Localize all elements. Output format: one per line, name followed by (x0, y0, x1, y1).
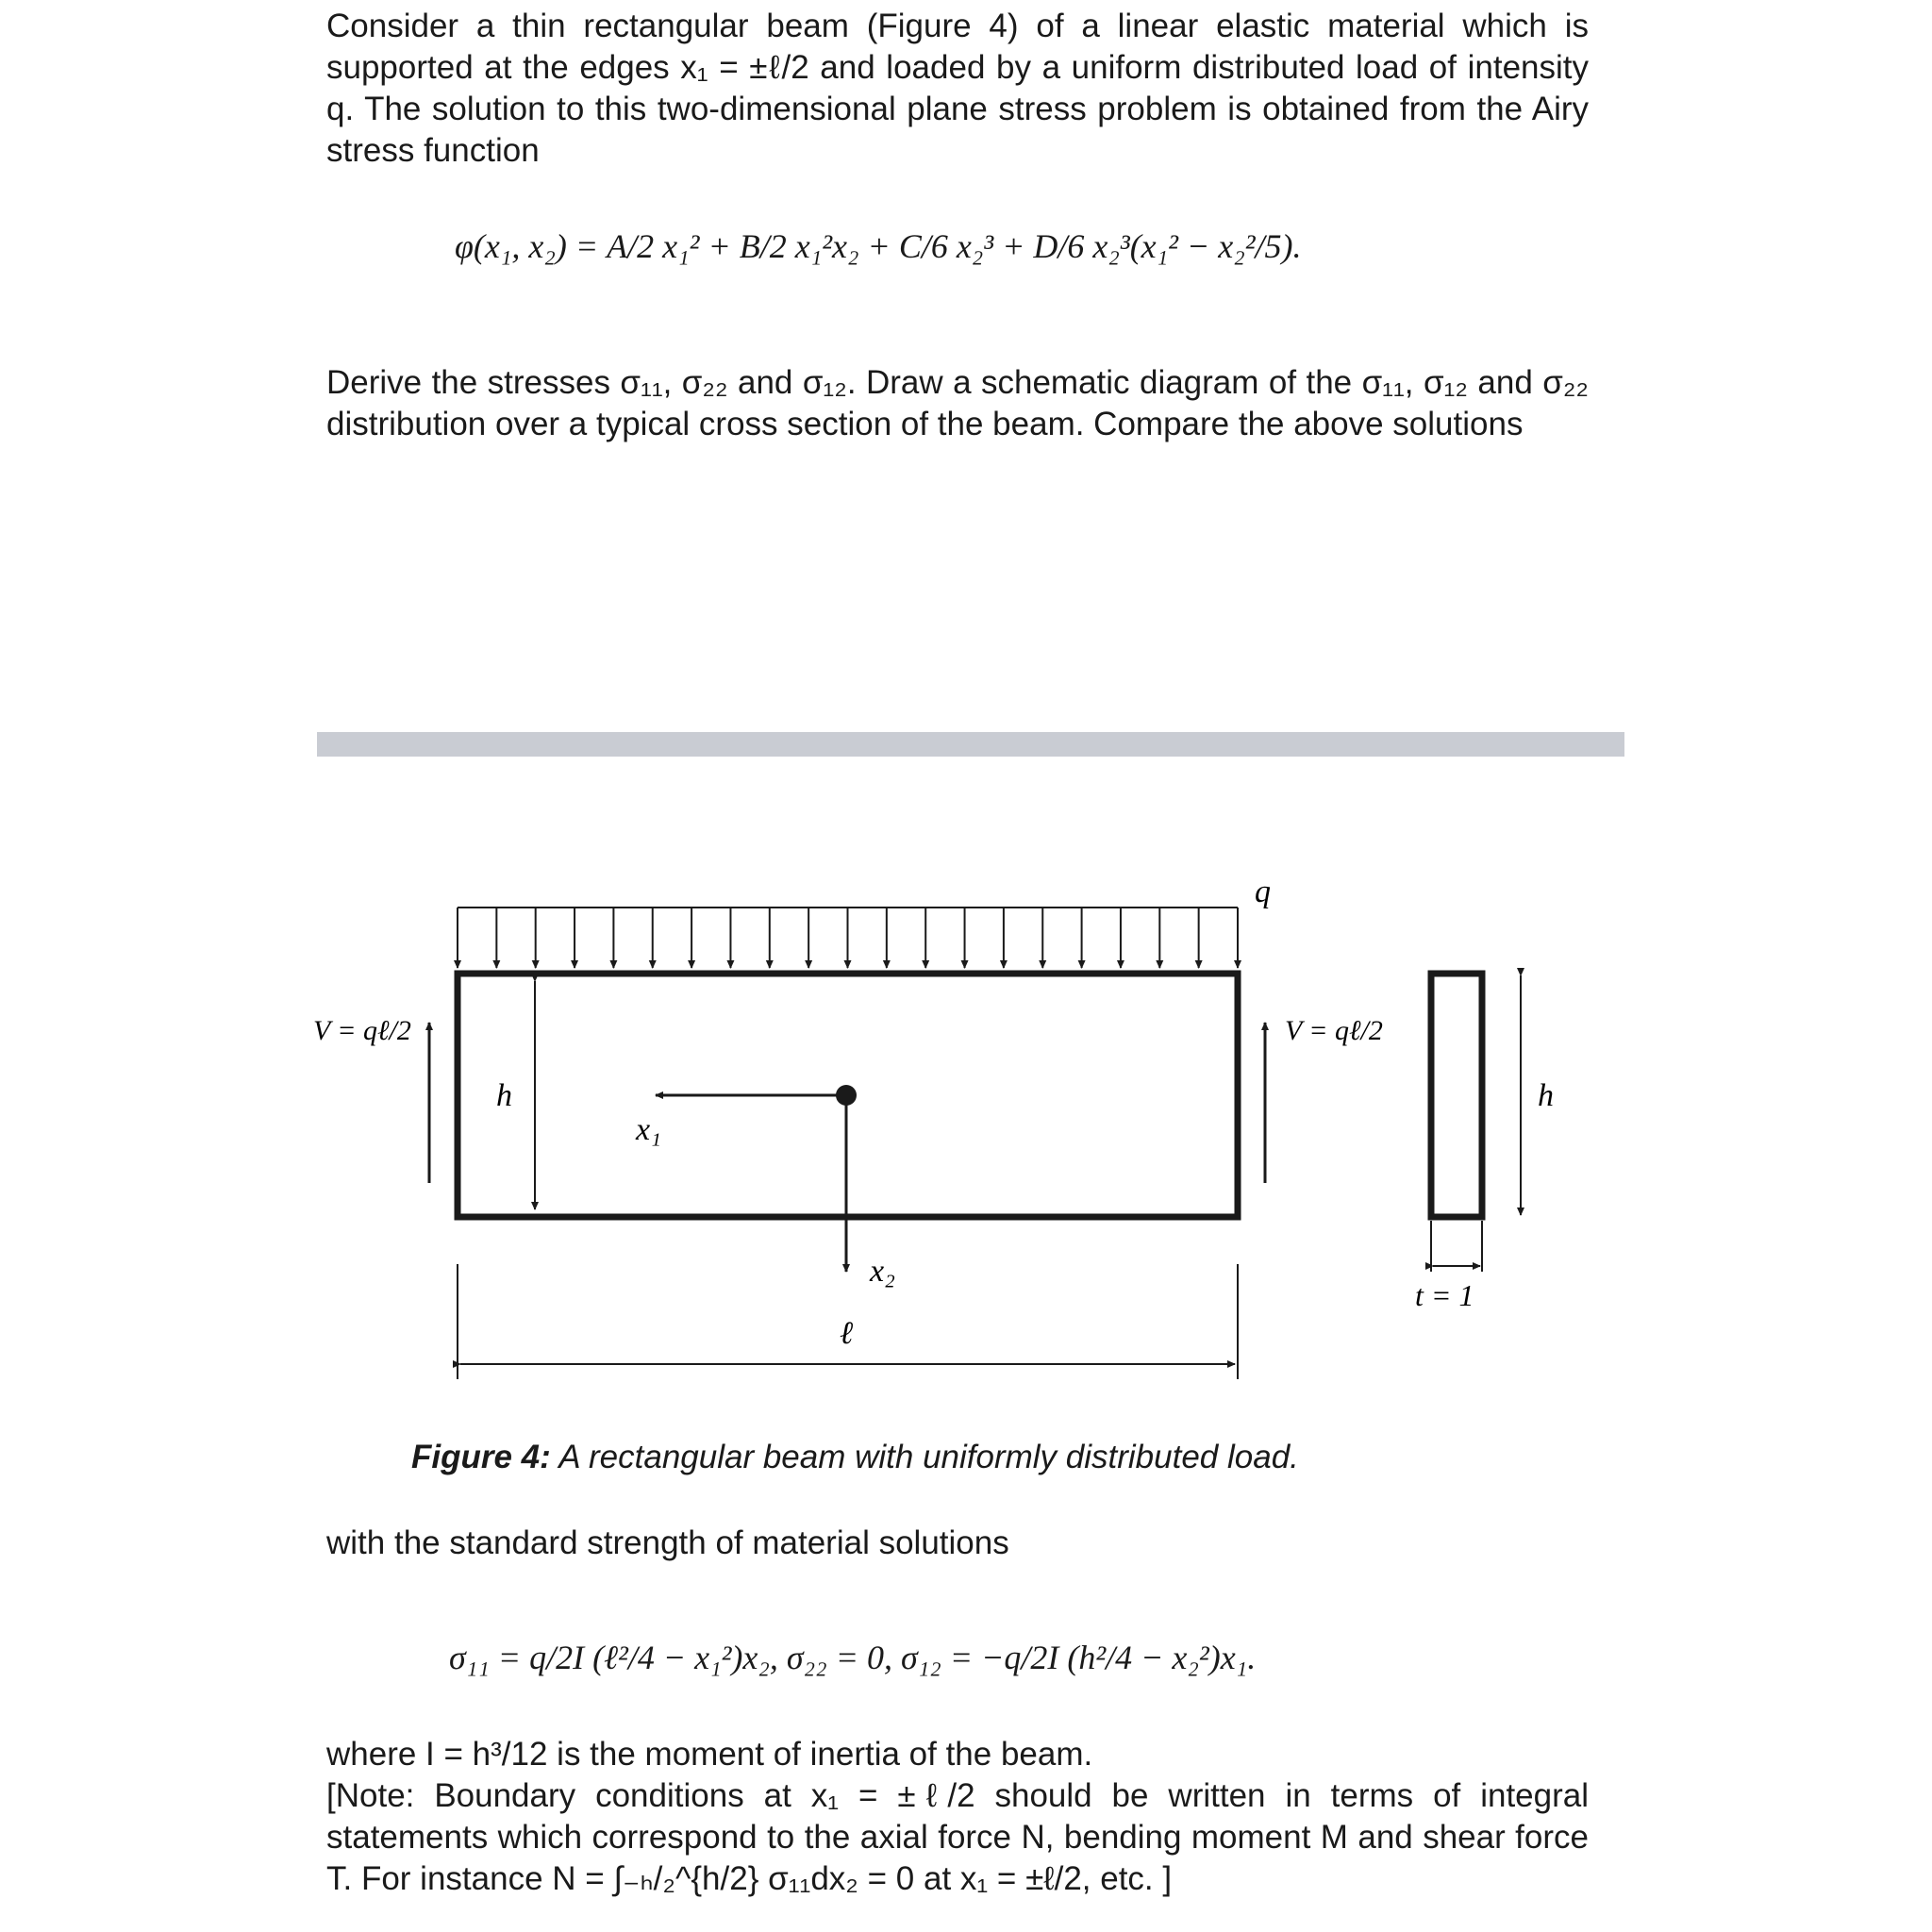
x1-label: x₁ (636, 1112, 661, 1147)
left-reaction-label: V = qℓ/2 (313, 1015, 411, 1046)
inertia-paragraph: where I = h³/12 is the moment of inertia of the beam. (326, 1736, 1093, 1773)
beam-rectangle (458, 974, 1238, 1217)
thickness-label: t = 1 (1415, 1278, 1474, 1312)
length-label: ℓ (840, 1316, 854, 1351)
cross-section (1431, 974, 1482, 1217)
airy-equation: φ(x₁, x₂) = A/2 x₁² + B/2 x₁²x₂ + C/6 x₂³ + D/6 x₂³(x₁² − x₂²/5). (455, 227, 1302, 265)
origin-point (836, 1085, 857, 1106)
separator-band (317, 732, 1624, 757)
intro-paragraph: Consider a thin rectangular beam (Figure 4) of a linear elastic material which is supported at the edges x₁ = ±ℓ/2 and loaded by a uniform distributed load of intensity q. The solution to this two-dimensional plane stress problem is obtained from the Airy stress function (326, 8, 1589, 169)
x2-label: x₂ (870, 1254, 895, 1289)
distributed-load (458, 908, 1238, 968)
load-label: q (1255, 874, 1271, 909)
figure-caption (411, 1439, 1299, 1476)
task-paragraph: Derive the stresses σ₁₁, σ₂₂ and σ₁₂. Draw a schematic diagram of the σ₁₁, σ₁₂ and σ₂₂ distribution over a typical cross section of the beam. Compare the above solutions (326, 364, 1589, 442)
note-paragraph: [Note: Boundary conditions at x₁ = ±ℓ/2 should be written in terms of integral statements which correspond to the axial force N, bending moment M and shear force T. For instance N = ∫₋ₕ/₂^{h/2} σ₁₁dx₂ = 0 at x₁ = ±ℓ/2, etc. ] (326, 1777, 1589, 1897)
caption-prefix: Figure 4: (411, 1439, 551, 1475)
height-label: h (496, 1078, 512, 1113)
caption-text: A rectangular beam with uniformly distributed load. (558, 1439, 1299, 1475)
comparison-lead: with the standard strength of material solutions (326, 1524, 1009, 1561)
som-equation: σ₁₁ = q/2I (ℓ²/4 − x₁²)x₂, σ₂₂ = 0, σ₁₂ = −q/2I (h²/4 − x₂²)x₁. (449, 1639, 1257, 1676)
section-height-label: h (1538, 1078, 1554, 1113)
right-reaction-label: V = qℓ/2 (1285, 1015, 1383, 1046)
